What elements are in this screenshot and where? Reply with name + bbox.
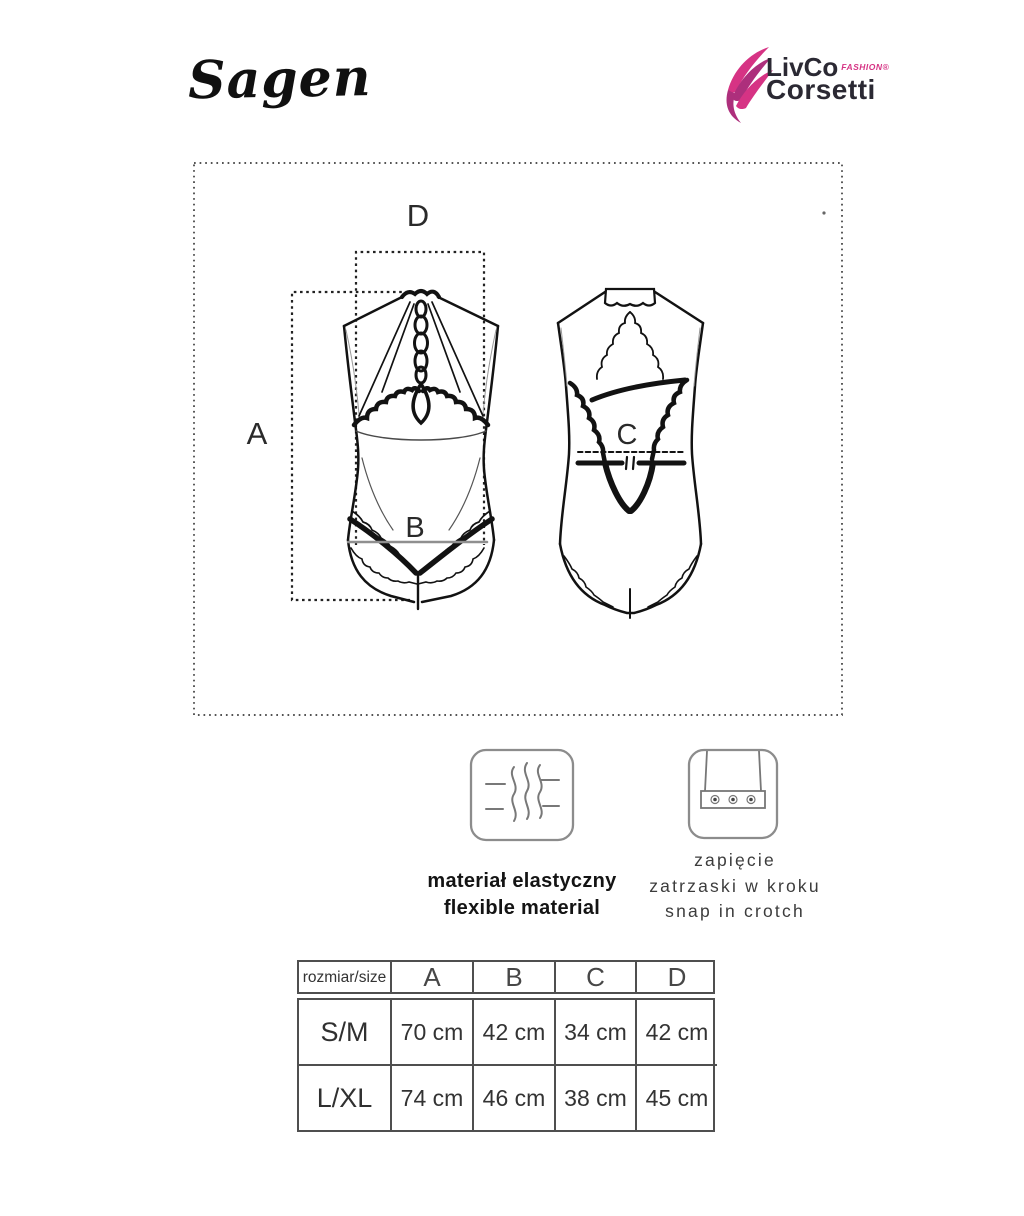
measure-label-B: B <box>405 512 425 544</box>
garment-measurement-diagram <box>193 162 843 716</box>
logo-word-corsetti: Corsetti <box>766 74 876 105</box>
caption-line: snap in crotch <box>665 901 805 921</box>
brand-logo <box>722 44 897 124</box>
measure-label-C: C <box>616 419 638 451</box>
product-title: Sagen <box>187 47 373 112</box>
value-lxl-d: 45 cm <box>635 1064 717 1130</box>
size-table-body <box>297 998 715 1132</box>
snap-in-crotch-caption <box>618 848 852 925</box>
size-table <box>297 960 715 1132</box>
measure-label-D: D <box>406 198 430 233</box>
header-cell-b: B <box>472 962 554 993</box>
value-lxl-b: 46 cm <box>472 1064 554 1130</box>
measure-label-A: A <box>246 416 268 451</box>
row-label-lxl: L/XL <box>299 1064 390 1130</box>
value-sm-d: 42 cm <box>635 1000 717 1064</box>
value-sm-a: 70 cm <box>390 1000 472 1064</box>
snap-in-crotch-icon <box>686 746 780 840</box>
caption-line: zapięcie <box>694 850 776 870</box>
value-sm-b: 42 cm <box>472 1000 554 1064</box>
header-cell-a: A <box>390 962 472 993</box>
caption-line: flexible material <box>443 897 601 919</box>
logo-word-livco: LivCo <box>766 52 839 82</box>
flexible-material-icon <box>468 746 578 844</box>
value-lxl-c: 38 cm <box>554 1064 635 1130</box>
front-view <box>344 291 498 609</box>
size-table-header <box>297 960 715 994</box>
header-cell-size: rozmiar/size <box>302 968 387 986</box>
caption-line: zatrzaski w kroku <box>649 875 821 896</box>
caption-line: materiał elastyczny <box>427 870 617 892</box>
header-cell-d: D <box>635 962 717 993</box>
stray-dot <box>822 211 825 214</box>
row-label-sm: S/M <box>320 1016 369 1047</box>
logo-word-fashion: FASHION® <box>841 62 890 72</box>
value-sm-c: 34 cm <box>554 1000 635 1064</box>
value-lxl-a: 74 cm <box>390 1064 472 1130</box>
back-view <box>558 289 703 618</box>
header-cell-c: C <box>554 962 635 993</box>
